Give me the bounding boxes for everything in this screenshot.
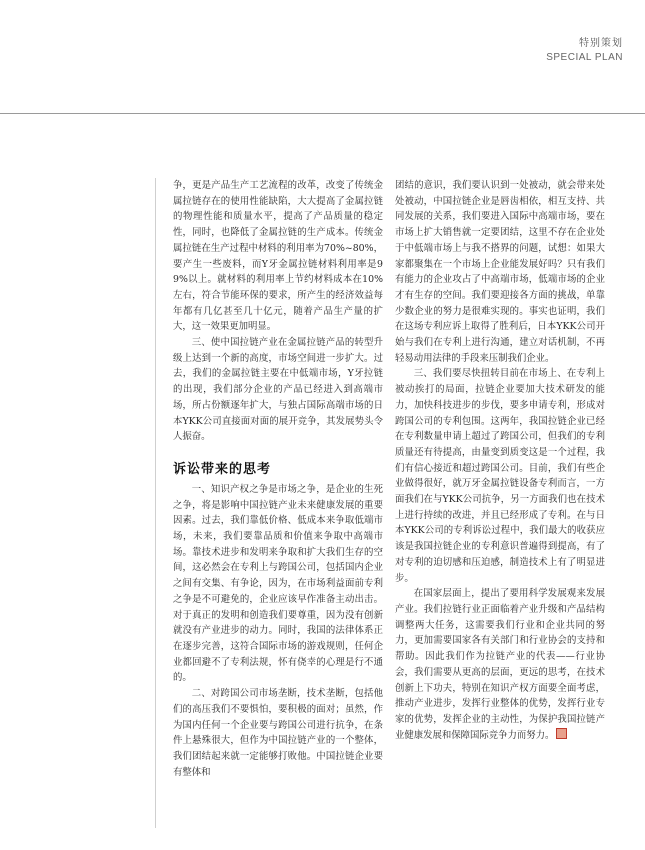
right-paragraph-1: 团结的意识，我们要认识到一处被动，就会带来处处被动，中国拉链企业是唇齿相依，相互支持、共同发展的关系，我们要进入国际中高端市场，要在市场上扩大销售就一定要团结，这里不存在企业处于中低端市场上与我不搭界的问题，试想：如果大家都聚集在一个市场上企业能发展好吗？只有我们有能力的企业攻占了中高端市场，低端市场的企业才有生存的空间。我们要迎接各方面的挑战，单靠少数企业的努力是很难实现的。事实也证明，我们在这场专利应诉上取得了胜利后，日本YKK公司开始与我们在专利上进行沟通，建立对话机制，不再轻易动用法律的手段来压制我们企业。 <box>395 180 605 364</box>
column-margin-line <box>155 178 156 828</box>
left-paragraph-2: 三、使中国拉链产业在金属拉链产品的转型升级上达到一个新的高度，市场空间进一步扩大。过去，我们的金属拉链主要在中低端市场，Y牙拉链的出现，我们部分企业的产品已经进入到高端市场，所占份额逐年扩大，与独占国际高端市场的日本YKK公司直接面对面的展开竞争，其发展势头令人振奋。 <box>173 337 383 443</box>
section-title-en: SPECIAL PLAN <box>546 52 623 63</box>
left-paragraph-3: 一、知识产权之争是市场之争，是企业的生死之争，将是影响中国拉链产业未来健康发展的重要因素。过去，我们靠低价格、低成本来争取低端市场，未来，我们要靠品质和价值来争取中高端市场。靠技术进步和发明来争取和扩大我们生存的空间，这必然会在专利上与跨国公司，包括国内企业之间有交集、有争论，因为，在市场利益面前专利之争是不可避免的，企业应该早作准备主动出击。对于真正的发明和创造我们要尊重，因为没有创新就没有产业进步的动力。同时，我国的法律体系正在逐步完善，这符合国际市场的游戏规则，任何企业都回避不了专利法规，怀有侥幸的心理是行不通的。 <box>173 483 383 684</box>
section-header <box>546 34 623 63</box>
right-paragraph-3: 在国家层面上，提出了要用科学发展观来发展产业。我们拉链行业正面临着产业升级和产品结构调整两大任务，这需要我们行业和企业共同的努力，更加需要国家各有关部门和行业协会的支持和帮助。因此我们作为拉链产业的代表——行业协会，我们需要从更高的层面，更远的思考，在技术创新上下功夫，特别在知识产权方面要全面考虑，推动产业进步，发挥行业整体的优势，发挥行业专家的优势，发挥企业的主动性，为保护我国拉链产业健康发展和保障国际竞争力而努力。 <box>395 588 605 741</box>
right-paragraph-2: 三、我们要尽快扭转目前在市场上、在专利上被动挨打的局面，拉链企业要加大技术研发的能力，加快科技进步的步伐，要多申请专利，形成对跨国公司的专利包围。这两年，我国拉链企业已经在专利数量申请上超过了跨国公司，但我们的专利质量还有待提高，由量变到质变这是一个过程，我们有信心接近和超过跨国公司。目前，我们有些企业做得很好，就万牙金属拉链设备专利而言，一方面我们在与YKK公司抗争，另一方面我们也在技术上进行持续的改进，并且已经形成了专利。在与日本YKK公司的专利诉讼过程中，我们最大的收获应该是我国拉链企业的专利意识普遍得到提高，有了对专利的迫切感和压迫感，制造技术上有了明显进步。 <box>395 368 605 584</box>
left-column <box>173 178 383 780</box>
right-column <box>395 178 605 743</box>
left-paragraph-1: 争，更是产品生产工艺流程的改革，改变了传统金属拉链存在的使用性能缺陷，大大提高了金属拉链的物理性能和质量水平，提高了产品质量的稳定性，同时，也降低了金属拉链的生产成本。传统金属拉链在生产过程中材料的利用率为70%~80%，要产生一些废料，而Y牙金属拉链材料利用率是99%以上。就材料的利用率上节约材料成本在10%左右，符合节能环保的要求，所产生的经济效益每年都有几亿甚至几十亿元，随着产品生产量的扩大，这一效果更加明显。 <box>173 180 383 333</box>
section-title-zh: 特别策划 <box>579 38 623 49</box>
header-divider <box>0 113 645 114</box>
section-heading: 诉讼带来的思考 <box>173 461 272 477</box>
article-end-icon <box>556 728 567 739</box>
left-paragraph-4: 二、对跨国公司市场垄断，技术垄断，包括他们的高压我们不要惧怕，要积极的面对；虽然，作为国内任何一个企业要与跨国公司进行抗争，在条件上悬殊很大，但作为中国拉链产业的一个整体，我们团结起来就一定能够打败他。中国拉链企业要有整体和 <box>173 688 383 778</box>
